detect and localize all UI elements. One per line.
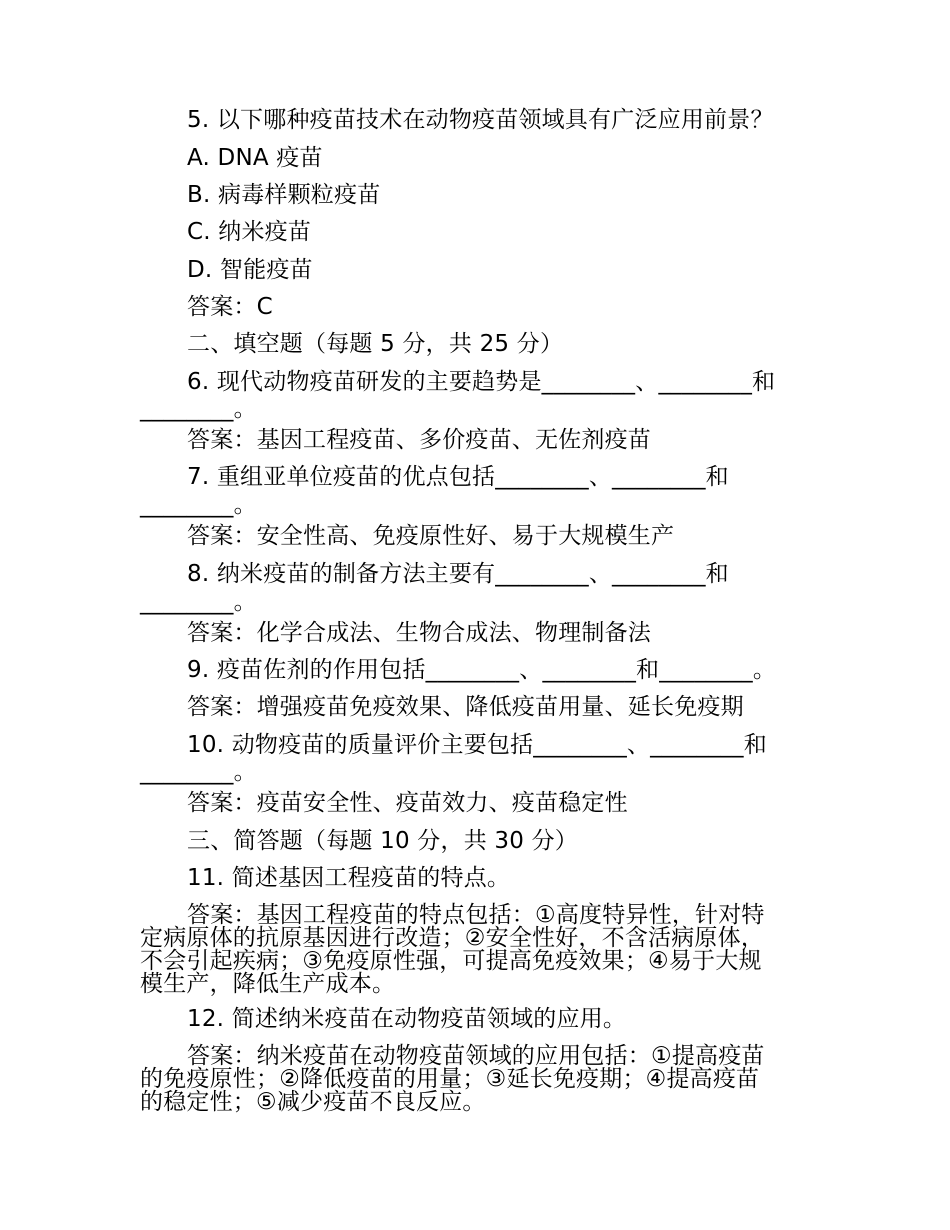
q5-option-c: C. 纳米疫苗 xyxy=(187,219,312,245)
q6-line1: 6. 现代动物疫苗研发的主要趋势是________、________和 xyxy=(187,369,776,395)
q7-line1: 7. 重组亚单位疫苗的优点包括________、________和 xyxy=(187,464,729,490)
q10-line2: ________。 xyxy=(140,759,257,785)
q5-question: 5. 以下哪种疫苗技术在动物疫苗领域具有广泛应用前景？ xyxy=(187,107,774,133)
section2-heading: 二、填空题（每题 5 分，共 25 分） xyxy=(187,331,564,357)
q8-line1: 8. 纳米疫苗的制备方法主要有________、________和 xyxy=(187,561,729,587)
q9-line1: 9. 疫苗佐剂的作用包括________、________和________。 xyxy=(187,657,777,683)
q5-option-d: D. 智能疫苗 xyxy=(187,257,313,283)
q11-answer-line3: 不会引起疾病；③免疫原性强，可提高免疫效果；④易于大规 xyxy=(140,948,762,974)
q10-line1: 10. 动物疫苗的质量评价主要包括________、________和 xyxy=(187,732,767,758)
q6-answer: 答案：基因工程疫苗、多价疫苗、无佐剂疫苗 xyxy=(187,427,651,453)
q8-answer: 答案：化学合成法、生物合成法、物理制备法 xyxy=(187,620,651,646)
q5-option-a: A. DNA 疫苗 xyxy=(187,145,323,171)
q11-answer-line4: 模生产，降低生产成本。 xyxy=(140,971,396,997)
q10-answer: 答案：疫苗安全性、疫苗效力、疫苗稳定性 xyxy=(187,790,628,816)
q11-answer-line2: 定病原体的抗原基因进行改造；②安全性好，不含活病原体， xyxy=(140,925,765,951)
q12-answer-line1: 答案：纳米疫苗在动物疫苗领域的应用包括：①提高疫苗 xyxy=(187,1043,765,1069)
section3-heading: 三、简答题（每题 10 分，共 30 分） xyxy=(187,828,578,854)
q9-answer: 答案：增强疫苗免疫效果、降低疫苗用量、延长免疫期 xyxy=(187,694,744,720)
q11-question: 11. 简述基因工程疫苗的特点。 xyxy=(187,865,511,891)
q12-answer-line2: 的免疫原性；②降低疫苗的用量；③延长免疫期；④提高疫苗 xyxy=(140,1066,760,1092)
q7-answer: 答案：安全性高、免疫原性好、易于大规模生产 xyxy=(187,523,675,549)
q12-answer-line3: 的稳定性；⑤减少疫苗不良反应。 xyxy=(140,1089,486,1115)
q8-line2: ________。 xyxy=(140,589,257,615)
q5-option-b: B. 病毒样颗粒疫苗 xyxy=(187,182,381,208)
q11-answer-line1: 答案：基因工程疫苗的特点包括：①高度特异性，针对特 xyxy=(187,902,765,928)
q7-line2: ________。 xyxy=(140,492,257,518)
q6-line2: ________。 xyxy=(140,396,257,422)
q12-question: 12. 简述纳米疫苗在动物疫苗领域的应用。 xyxy=(187,1006,627,1032)
q5-answer: 答案：C xyxy=(187,294,273,320)
